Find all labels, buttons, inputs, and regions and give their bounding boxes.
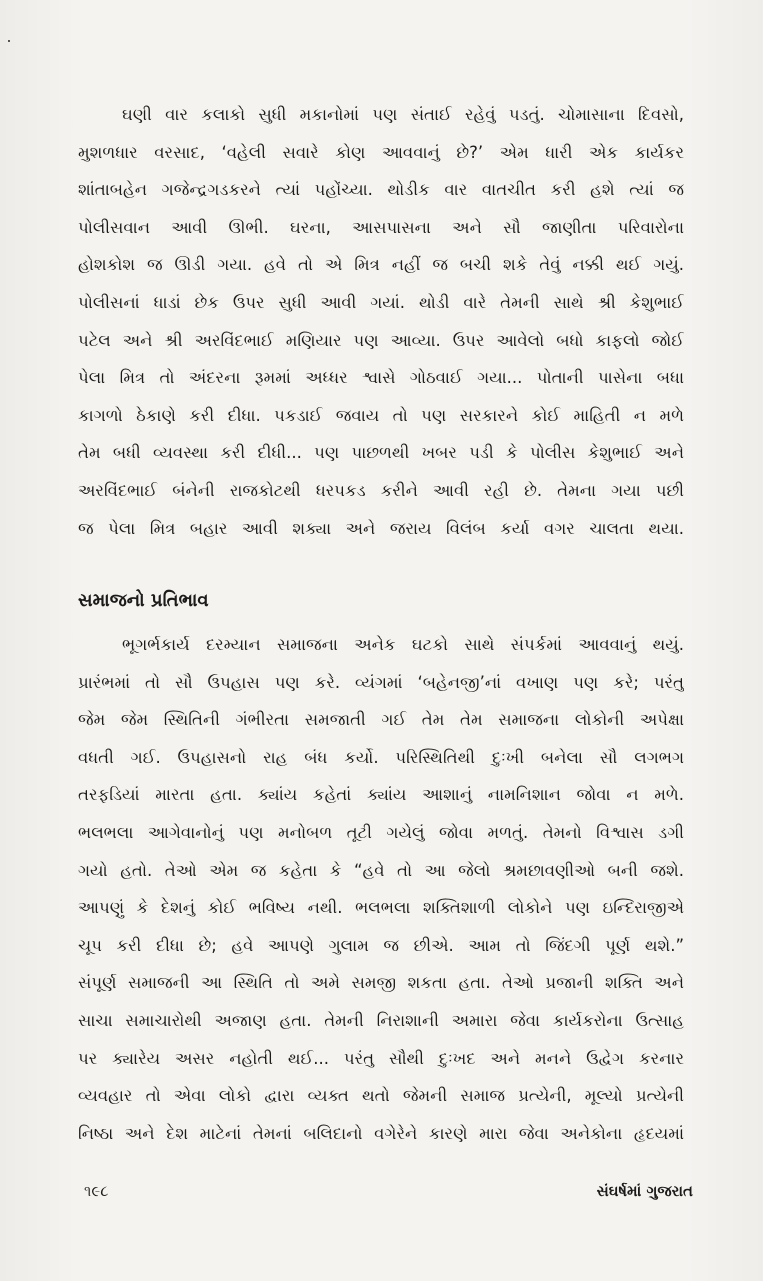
text-line: પર ક્યારેય અસર નહોતી થઈ... પરંતુ સૌથી દુઃખદ અને મનને ઉદ્વેગ કરનાર	[78, 1048, 684, 1068]
page-number: ૧૯૮	[84, 1182, 109, 1200]
text-line: ગયો હતો. તેઓ એમ જ કહેતા કે “હવે તો આ જેલો શ્રમછાવણીઓ બની જશે.	[78, 860, 684, 880]
text-line: જેમ જેમ સ્થિતિની ગંભીરતા સમજાતી ગઈ તેમ તેમ સમાજના લોકોની અપેક્ષા	[78, 710, 684, 730]
text-line: આપણું કે દેશનું કોઈ ભવિષ્ય નથી. ભલભલા શક્તિશાળી લોકોને પણ ઇન્દિરાજીએ	[78, 898, 684, 918]
text-line: વધતી ગઈ. ઉપહાસનો રાહ બંધ કર્યો. પરિસ્થિતિથી દુઃખી બનેલા સૌ લગભગ	[78, 747, 684, 767]
text-line: નિષ્ઠા અને દેશ માટેનાં તેમનાં બલિદાનો વગેરેને કારણે મારા જેવા અનેકોના હૃદયમાં	[78, 1123, 684, 1143]
text-line: તરફડિયાં મારતા હતા. ક્યાંય કહેતાં ક્યાંય આશાનું નામનિશાન જોવા ન મળે.	[78, 785, 684, 805]
section-heading: સમાજનો પ્રતિભાવ	[78, 590, 209, 611]
text-line: અરવિંદભાઈ બંનેની રાજકોટથી ધરપકડ કરીને આવી રહી છે. તેમના ગયા પછી	[78, 480, 684, 500]
text-line: વ્યવહાર તો એવા લોકો દ્વારા વ્યક્ત થતો જેમની સમાજ પ્રત્યેની, મૂલ્યો પ્રત્યેની	[78, 1086, 684, 1106]
text-line: કાગળો ઠેકાણે કરી દીધા. પકડાઈ જવાય તો પણ સરકારને કોઈ માહિતી ન મળે	[78, 405, 684, 425]
text-line: તેમ બધી વ્યવસ્થા કરી દીધી... પણ પાછળથી ખબર પડી કે પોલીસ કેશુભાઈ અને	[78, 443, 684, 463]
text-line: હોશકોશ જ ઊડી ગયા. હવે તો એ મિત્ર નહીં જ બચી શકે તેવું નક્કી થઈ ગયું.	[78, 255, 684, 275]
text-line: ભૂગર્ભકાર્ય દરમ્યાન સમાજના અનેક ઘટકો સાથે સંપર્કમાં આવવાનું થયું.	[122, 635, 684, 654]
text-line: જ પેલા મિત્ર બહાર આવી શક્યા અને જરાય વિલંબ કર્યા વગર ચાલતા થયા.	[78, 518, 684, 538]
paragraph-continued	[78, 96, 684, 547]
text-line: ઘણી વાર કલાકો સુધી મકાનોમાં પણ સંતાઈ રહેવું પડતું. ચોમાસાના દિવસો,	[122, 105, 684, 124]
text-line: મુશળધાર વરસાદ, ‘વહેલી સવારે કોણ આવવાનું છે?’ એમ ધારી એક કાર્યકર	[78, 142, 684, 162]
text-line: પોલીસનાં ધાડાં છેક ઉપર સુધી આવી ગયાં. થોડી વારે તેમની સાથે શ્રી કેશુભાઈ	[78, 292, 684, 312]
text-line: ભલભલા આગેવાનોનું પણ મનોબળ તૂટી ગયેલું જોવા મળતું. તેમનો વિશ્વાસ ડગી	[78, 822, 684, 842]
running-footer-title: સંઘર્ષમાં ગુજરાત	[596, 1182, 693, 1200]
text-line: ચૂપ કરી દીધા છે; હવે આપણે ગુલામ જ છીએ. આમ તો જિંદગી પૂર્ણ થશે.”	[78, 935, 684, 955]
paragraph-society-response	[78, 626, 684, 1152]
text-line: પટેલ અને શ્રી અરવિંદભાઈ મણિયાર પણ આવ્યા. ઉપર આવેલો બધો કાફલો જોઈ	[78, 330, 684, 350]
text-line: શાંતાબહેન ગજેન્દ્રગડકરને ત્યાં પહોંચ્યા. થોડીક વાર વાતચીત કરી હશે ત્યાં જ	[78, 180, 684, 200]
text-line: સંપૂર્ણ સમાજની આ સ્થિતિ તો અમે સમજી શકતા હતા. તેઓ પ્રજાની શક્તિ અને	[78, 973, 684, 993]
text-line: પ્રારંભમાં તો સૌ ઉપહાસ પણ કરે. વ્યંગમાં ‘બહેનજી’નાં વખાણ પણ કરે; પરંતુ	[78, 672, 684, 692]
text-line: સાચા સમાચારોથી અજાણ હતા. તેમની નિરાશાની અમારા જેવા કાર્યકરોના ઉત્સાહ	[78, 1010, 684, 1030]
text-line: પોલીસવાન આવી ઊભી. ઘરના, આસપાસના અને સૌ જાણીતા પરિવારોના	[78, 217, 684, 237]
scan-speck	[8, 40, 10, 42]
text-line: પેલા મિત્ર તો અંદરના રૂમમાં અધ્ધર શ્વાસે ગોઠવાઈ ગયા... પોતાની પાસેના બધા	[78, 368, 684, 388]
